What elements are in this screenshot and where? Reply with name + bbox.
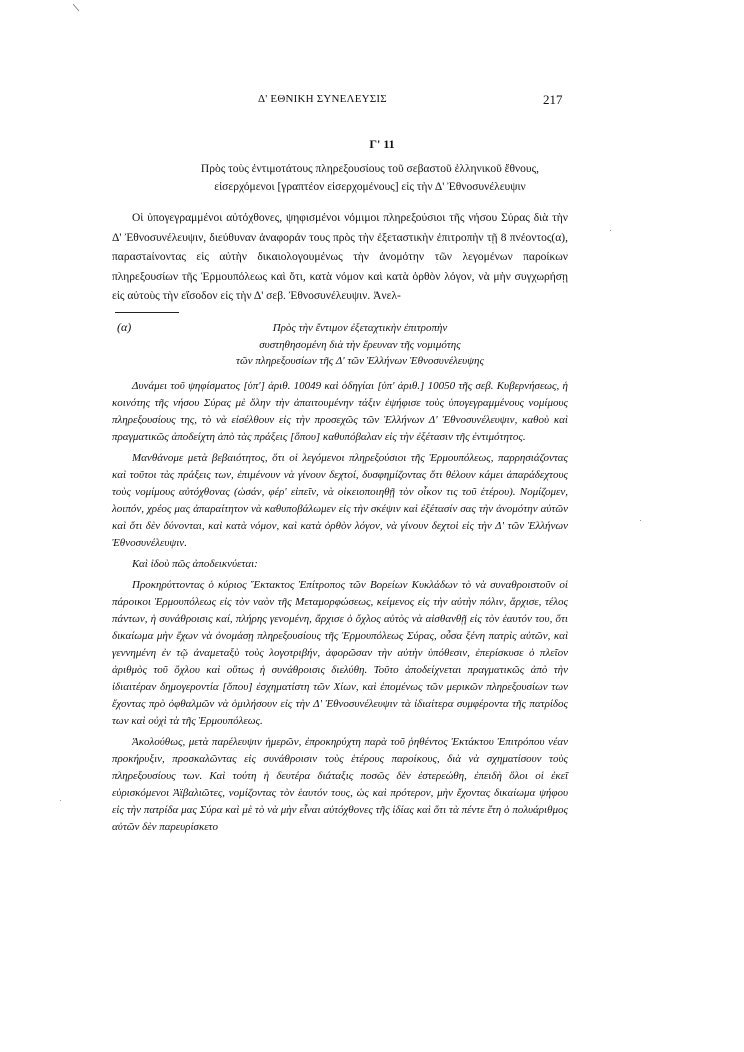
scan-mark (73, 4, 81, 12)
document-number: Γ' 11 (369, 137, 395, 151)
main-paragraph: Οἱ ὑπογεγραμμένοι αὐτόχθονες, ψηφισμένοι νόμιμοι πληρεξούσιοι τῆς νήσου Σύρας διὰ τὴν Δ' Ἐθνοσυνέλευψιν, διεύθυναν ἀναφοράν τους πρὸς τὴν ἐξεταστικὴν ἐπιτροπὴν τῇ 8 πνέοντος(α), παραστaίνοντας εἰς αὐτὴν δικαιολογουμένως τὴν ἀνομότην τῶν λεγομένων παροίκων πληρεξουσίων τῆς Ἑρμουπόλεως καὶ ὅτι, κατὰ νόμον καὶ κατὰ ὀρθὸν λόγον, νὰ μὴν συγχωρήσῃ εἰς αὐτοὺς τὴν εἴσοδον εἰς τὴν Δ' σεβ. Ἐθνοσυνέλευψιν. Ἀνελ- (112, 212, 568, 302)
document-heading-line: Πρὸς τοὺς ἐντιμοτάτους πληρεξουσίους τοῦ σεβαστοῦ ἑλληνικοῦ ἔθνους, (200, 163, 540, 175)
footnote-heading-line: συστηθησομένη διὰ τὴν ἔρευναν τῆς νομιμότης (259, 338, 461, 351)
scan-speck (640, 520, 641, 521)
footnote-heading-line: Πρὸς τὴν ἔντιμον ἐξεταχτικὴν ἐπιτροπὴν (272, 322, 448, 334)
running-head (0, 93, 744, 109)
footnote-paragraph: Καὶ ἰδοὺ πῶς ἀποδεικνύεται: (132, 558, 258, 570)
footnote-paragraph: Ἀκολούθως, μετὰ παρέλευψιν ἡμερῶν, ἐπροκηρύχτη παρὰ τοῦ ῥηθέντος Ἐκτάκτου Ἐπιτρόπου νέαν προκήρυξιν, προσκαλῶντας εἰς συνάθροισιν τοὺς ἑτέρους παροίκους, διὰ νὰ σχηματίσουν τοὺς πληρεξουσίους των. Καὶ τούτη ἡ δευτέρα διάταξις ποσῶς δὲν ἐστερεώθη, ἐπειδὴ ὅλοι οἱ ἐκεῖ εὑρισκόμενοι Ἀϊβαλιῶτες, νομίζοντας τὸν ἑαυτόν τους, ὡς καὶ πρότερον, μὴν ἔχοντας δικαίωμα ψήφου εἰς τὴν πατρίδα μας Σύρα καὶ μὲ τὸ νὰ μὴν εἶναι αὐτόχθονες τῆς ἰδίας καὶ ὅτι τὰ πέντε ἔτη ὁ πολυάριθμος αὐτῶν δὲν παρευρίσκετο (112, 736, 568, 833)
footnote-rule (115, 312, 179, 313)
scan-speck (610, 230, 611, 231)
footnote-heading-line: τῶν πληρεξουσίων τῆς Δ' τῶν Ἑλλήνων Ἐθνοσυνέλευψης (236, 355, 484, 367)
footnote-paragraph: Προκηρύττοντας ὁ κύριος Ἔκτακτος Ἐπίτροπος τῶν Βορείων Κυκλάδων τὸ νὰ συναθροιστοῦν οἱ πάροικοι Ἑρμουπόλεως εἰς τὸν ναὸν τῆς Μεταμορφώσεως, κείμενος εἰς τὴν αὐτὴν πόλιν, ἄρχισε, τέλος πάντων, ἡ συνάθροισις καί, πλήρης γενομένη, ἄρχισε ὁ ὄχλος αὐτὸς νὰ αἰσθανθῇ εἰς τὸν ἑαυτόν του, ὅτι δικαίωμα μὴν ἔχων νὰ ὀνομάσῃ πληρεξουσίους τῆς Ἑρμουπόλεως Σύρας, οὖσα ξένη πατρὶς αὐτῶν, καὶ γεννημένη ἐν τῷ ἀναμεταξὺ τοὺς λογοτριβήν, ἀφορῶσαν τὴν αὐτὴν ὑπόθεσιν, ἐπερίσκυσε ὁ πλεῖον ἀριθμὸς τοῦ ὄχλου καὶ οὕτως ἡ συνάθροισις διελύθη. Τοῦτο ἀποδείχνεται πραγματικῶς ἀπὸ τὴν ἰδιαιτέραν δημογεροντία [ὅπου] ἐσχηματίστη τῶν Χίων, καὶ ἑπομένως τῶν μερικῶν πληρεξουσίων των ἔχοντας πρὸ ὀφθαλμῶν νὰ ὁμιλήσουν εἰς τὴν Δ' Ἐθνοσυνέλευψιν τὰ ἰδιαίτερα συμφέροντα τῆς πατρίδος των καὶ οὐχὶ τὰ τῆς Ἑρμουπόλεως. (112, 579, 568, 727)
document-heading (120, 160, 620, 196)
footnote-paragraph: Μανθάνομε μετὰ βεβαιότητος, ὅτι οἱ λεγόμενοι πληρεξούσιοι τῆς Ἑρμουπόλεως, παρρησιάζοντας καὶ τοῦτοι τὰς πράξεις των, ἐπιμένουν νὰ γίνουν δεχτοί, δυσφημίζοντας ὅτι θέλουν κάμει ἀπαράδεχτους τοὺς νομίμους αὐτόχθονας (ὡσάν, φέρ' εἰπεῖν, νὰ οἰκειοποιηθῇ τὸν οἶκον τις τοῦ ἑτέρου). Νομίζομεν, λοιπόν, χρέος μας ἀπαραίτητον νὰ καθυποβάλωμεν εἰς τὴν σκέψιν καὶ ἐξέτασίν σας τὴν ἀνομότην αὐτῶν καὶ ὅτι δὲν δύνονται, καὶ κατὰ νόμον, καὶ κατὰ ὀρθὸν λόγον, νὰ γίνουν δεχτοὶ εἰς τὴν Δ' τῶν Ἑλλήνων Ἐθνοσυνέλευψιν. (112, 452, 568, 549)
footnote-paragraph: Δυνάμει τοῦ ψηφίσματος [ὑπ'] ἀριθ. 10049 καὶ ὁδηγίαι [ὑπ' ἀριθ.] 10050 τῆς σεβ. Κυβερνήσεως, ἡ κοινότης τῆς νήσου Σύρας μὲ ὅλην τὴν ἀπαιτουμένην τάξιν ἐψήφισε τοὺς ὑπογεγραμμένους νομίμους πληρεξουσίους της, τὸ νὰ εἰσέλθουν εἰς τὴν προσεχῶς τῶν Ἑλλήνων Δ' Ἐθνοσυνέλευψιν, καθοὺ καὶ πραγματικῶς ἀποδείχτη ἀπὸ τὰς πράξεις [ὅπου] καθυπόβαλαν εἰς τὴν ἐξέτασιν τῆς ἐντιμότητος. (112, 380, 568, 443)
footnote-body (112, 378, 568, 840)
scan-speck (60, 800, 61, 801)
footnote-label: (α) (117, 320, 132, 334)
footnote-heading (140, 320, 580, 370)
running-head-title: Δ' ΕΘΝΙΚΗ ΣΥΝΕΛΕΥΣΙΣ (258, 93, 387, 105)
document-heading-line: εἰσερχόμενοι [γραπτέον εἰσερχομένους] εἰς τὴν Δ' Ἐθνοσυνέλευψιν (214, 181, 526, 193)
page-number: 217 (543, 92, 563, 107)
